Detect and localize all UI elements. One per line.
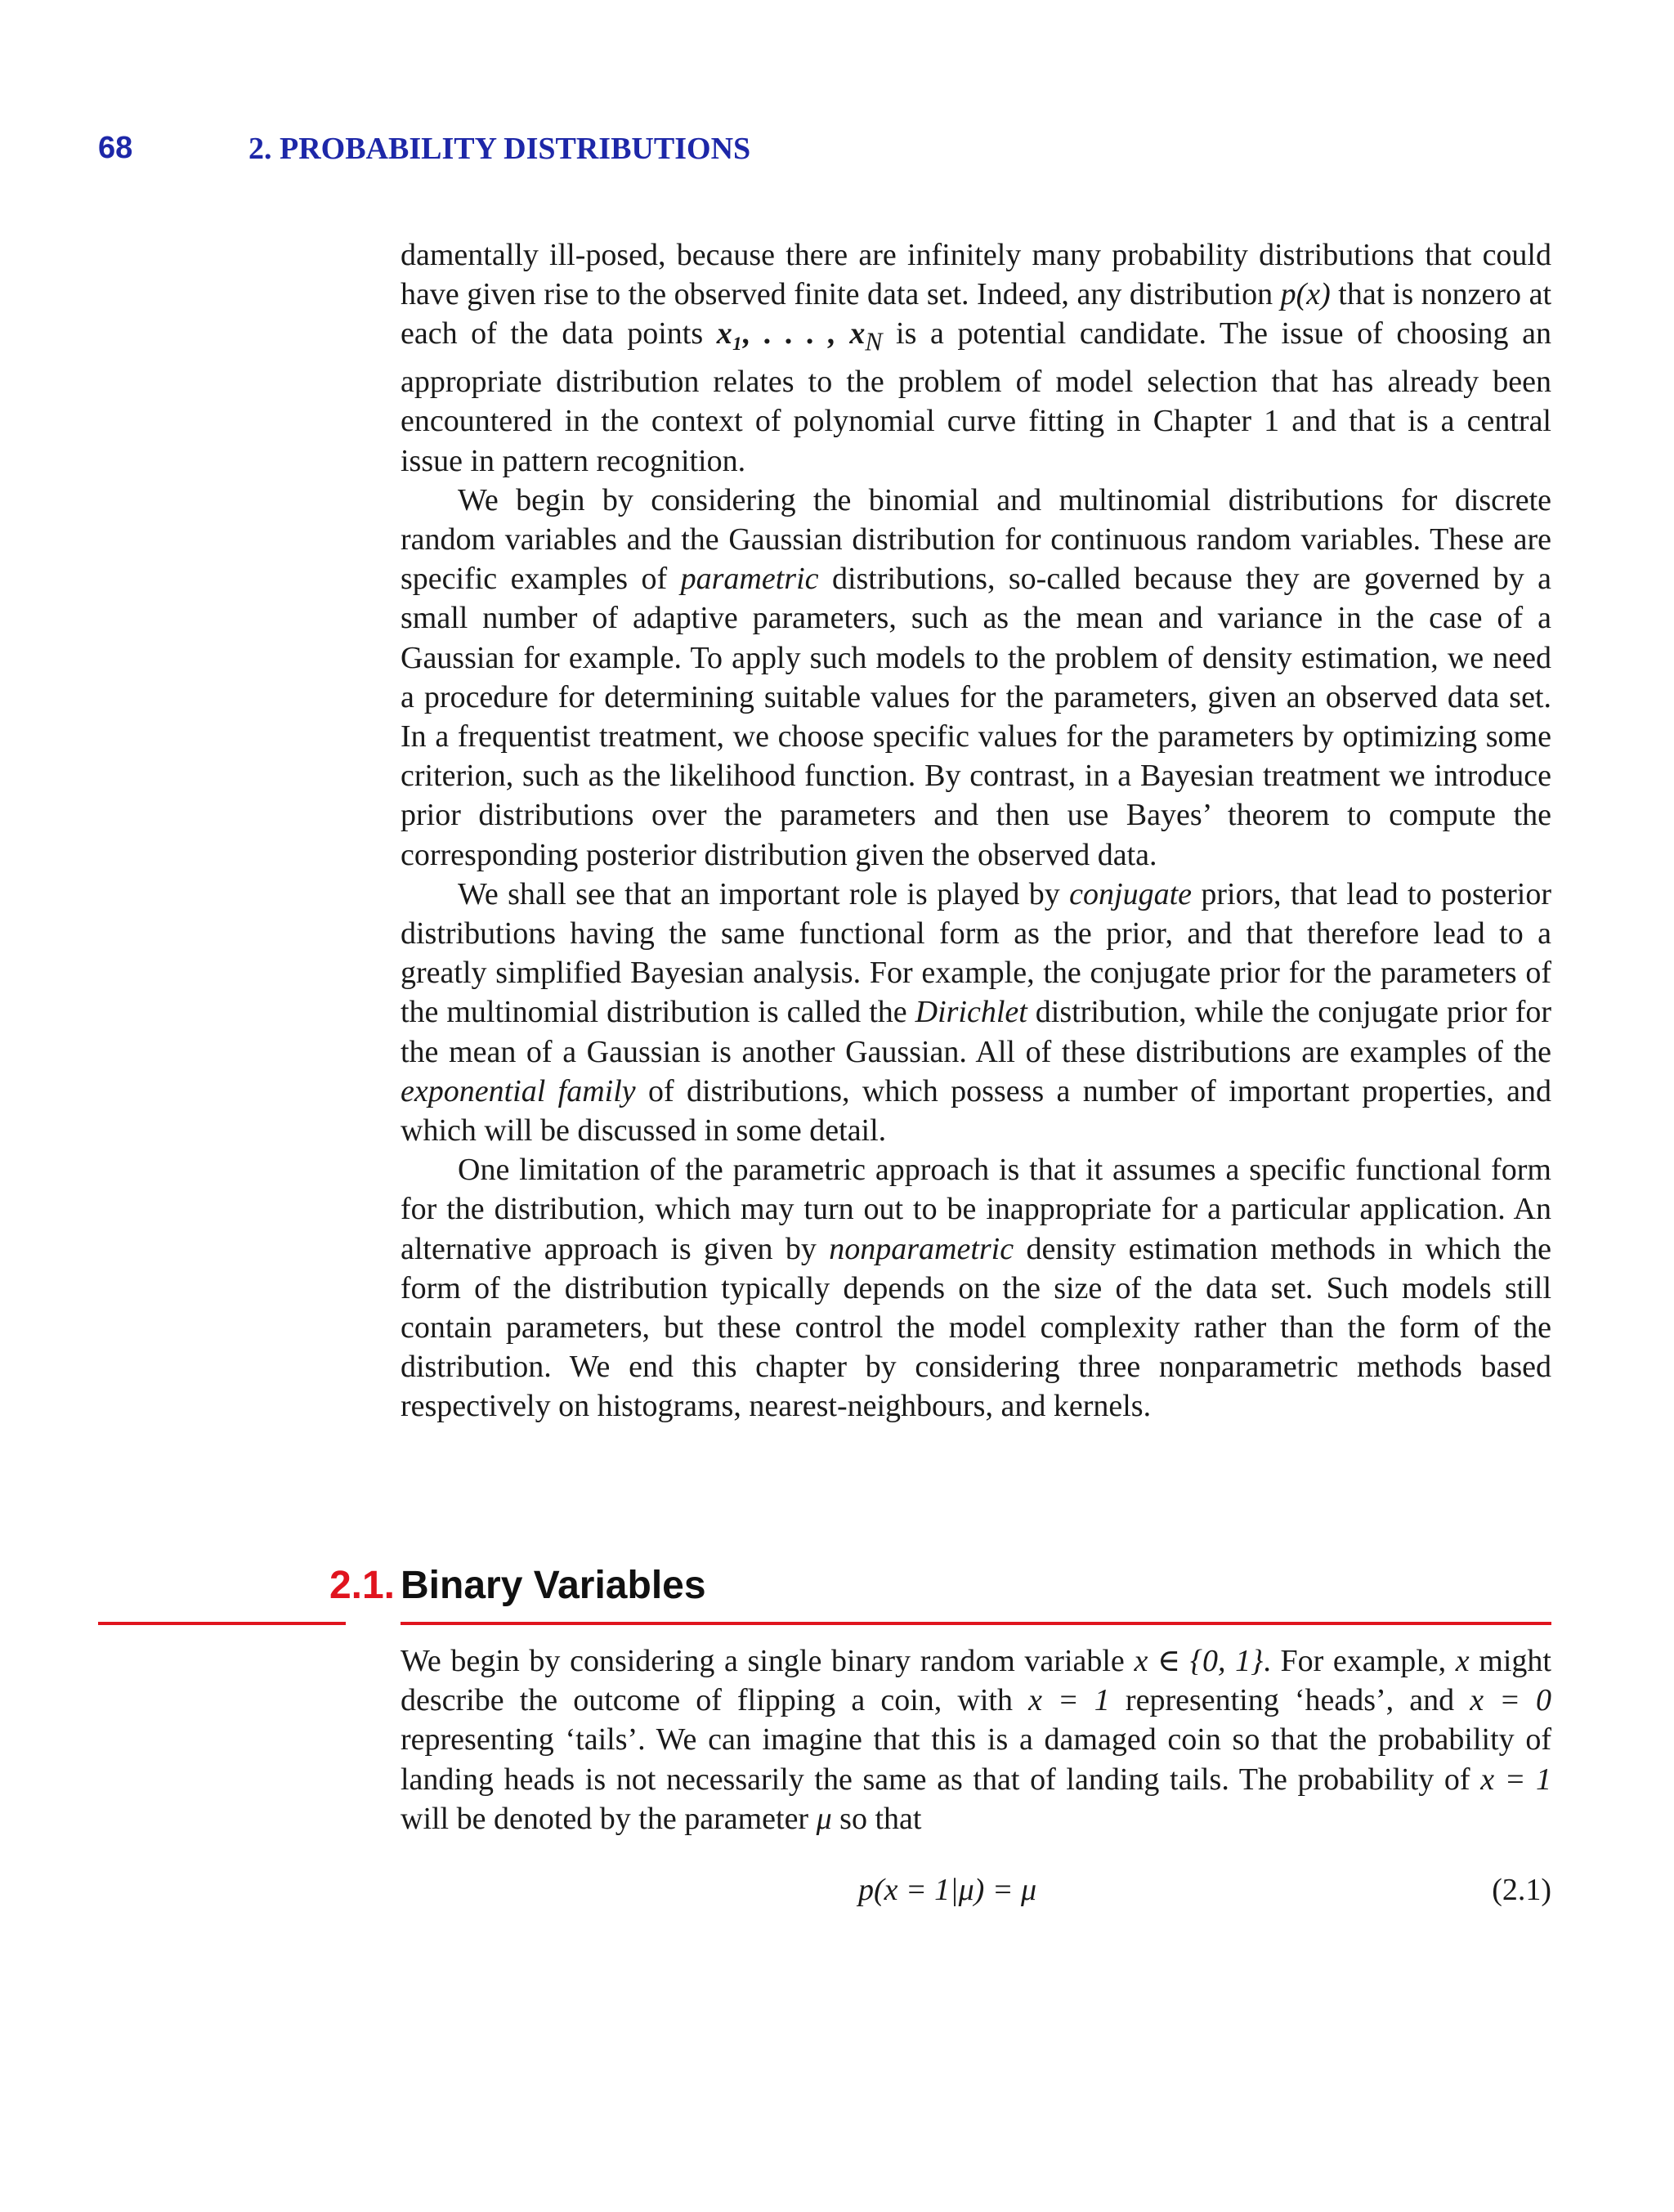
section-header	[98, 1563, 1551, 1637]
math-inline: μ	[816, 1801, 832, 1836]
paragraph-2	[401, 481, 1551, 875]
math-inline: x = 0	[1470, 1683, 1551, 1718]
text-span: density estimation methods in which the form of the distribution typically depends on the size of the data set. Such models still contain parameters, but these control the model complexity rather than the form of the distribution. We end this chapter by considering three nonparametric methods based respectively on histograms, nearest-neighbours, and kernels.	[401, 1231, 1551, 1424]
emphasis: conjugate	[1069, 876, 1193, 911]
text-span: will be denoted by the parameter	[401, 1801, 817, 1836]
text-span: damentally ill-posed, because there are infinitely many probability distributions that could have given rise to the observed finite data set. Indeed, any distribution	[401, 238, 1551, 312]
math-inline: p(x)	[1280, 277, 1331, 312]
text-span: priors, that lead to posterior distributions having the same functional form as the prior, and that therefore lead to a greatly simplified Bayesian analysis. For example, the conjugate prior for the parameters of the multinomial distribution is called the	[401, 876, 1552, 1030]
text-span: distribution, while the conjugate prior for the mean of a Gaussian is another Gaussian. All of these distributions are examples of the	[401, 995, 1551, 1069]
equation-2-1	[401, 1872, 1551, 1921]
section-rule-left	[98, 1622, 346, 1625]
text-span: might describe the outcome of flipping a coin, with	[401, 1644, 1551, 1718]
paragraph-3	[401, 875, 1551, 1150]
emphasis: parametric	[680, 562, 819, 597]
text-span: that is nonzero at each of the data points	[401, 277, 1551, 352]
math-inline: x = 1	[1028, 1683, 1110, 1718]
paragraph-1	[401, 235, 1551, 481]
emphasis: exponential family	[401, 1073, 636, 1108]
equation-body: p(x = 1|μ) = μ	[858, 1873, 1037, 1907]
math-inline: x = 1	[1480, 1762, 1551, 1797]
section-body-text	[401, 1641, 1551, 1838]
text-span: of distributions, which possess a number of important properties, and which will be discussed in some detail.	[401, 1073, 1551, 1149]
text-span: We begin by considering a single binary random variable	[401, 1644, 1135, 1678]
text-span: distributions, so-called because they are governed by a small number of adaptive parameters, such as the mean and variance in the case of a Gaussian for example. To apply such models to the problem of density estimation, we need a procedure for determining suitable values for the parameters, given an observed data set. In a frequentist treatment, we choose specific values for the parameters by optimizing some criterion, such as the likelihood function. By contrast, in a Bayesian treatment we introduce prior distributions over the parameters and then use Bayes’ theorem to compute the corresponding posterior distribution given the observed data.	[401, 562, 1551, 872]
section-title: Binary Variables	[401, 1564, 706, 1607]
text-span: is a potential candidate. The issue of choosing an appropriate distribution relates to the problem of model selection that has already been encountered in the context of polynomial curve fitting in Chapter 1 and that is a central issue in pattern recognition.	[401, 316, 1551, 478]
text-span: representing ‘heads’, and	[1109, 1683, 1470, 1718]
emphasis: nonparametric	[829, 1231, 1014, 1266]
math-subscript: N	[865, 328, 883, 356]
emphasis: Dirichlet	[915, 995, 1027, 1030]
section-rule-right	[401, 1622, 1551, 1625]
text-span: One limitation of the parametric approach is that it assumes a specific functional form for the distribution, which may turn out to be inappropriate for a particular application. An alternative approach is given by	[401, 1153, 1551, 1266]
section-paragraph-1	[401, 1641, 1551, 1838]
section-number: 2.1.	[329, 1564, 395, 1607]
paragraph-4	[401, 1150, 1551, 1426]
text-span: representing ‘tails’. We can imagine that this is a damaged coin so that the probability of landing heads is not necessarily the same as that of landing tails. The probability of	[401, 1722, 1551, 1797]
body-text	[401, 235, 1551, 1426]
text-span: . For example,	[1263, 1644, 1456, 1678]
text-span: We shall see that an important role is played by	[458, 876, 1070, 911]
text-span: We begin by considering the binomial and multinomial distributions for discrete random variables and the Gaussian distribution for continuous random variables. These are specific examples of	[401, 482, 1551, 597]
math-inline: x	[1455, 1644, 1470, 1678]
math-inline: x ∈ {0, 1}	[1134, 1644, 1264, 1678]
text-span: so that	[831, 1801, 922, 1836]
math-inline: x₁, . . . , x	[716, 316, 866, 352]
page-number: 68	[98, 131, 133, 165]
equation-number: (2.1)	[1492, 1873, 1551, 1907]
chapter-title: 2. PROBABILITY DISTRIBUTIONS	[248, 132, 751, 166]
